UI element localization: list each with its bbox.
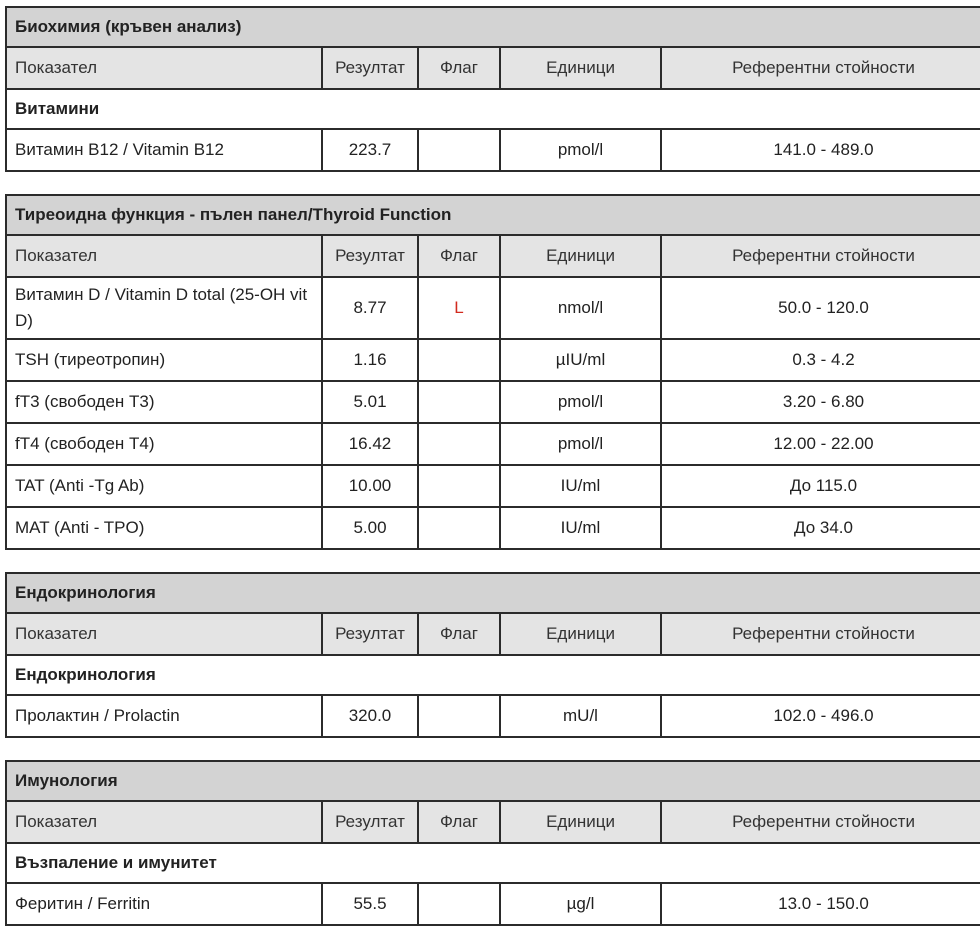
section-endocrinology-table [5, 572, 980, 738]
table-row [6, 423, 980, 465]
header-units: Единици [500, 235, 661, 277]
table-row [6, 381, 980, 423]
reference-value: До 34.0 [661, 507, 980, 549]
flag-value [418, 339, 500, 381]
parameter-name: fT3 (свободен Т3) [6, 381, 322, 423]
section-immunology-table [5, 760, 980, 926]
header-result: Резултат [322, 47, 418, 89]
column-header-row [6, 613, 980, 655]
header-reference: Референтни стойности [661, 613, 980, 655]
column-header-row [6, 235, 980, 277]
result-value: 5.00 [322, 507, 418, 549]
parameter-name: TAT (Anti -Tg Ab) [6, 465, 322, 507]
header-flag: Флаг [418, 47, 500, 89]
parameter-name: TSH (тиреотропин) [6, 339, 322, 381]
flag-value [418, 423, 500, 465]
reference-value: 102.0 - 496.0 [661, 695, 980, 737]
units-value: mU/l [500, 695, 661, 737]
flag-value [418, 465, 500, 507]
reference-value: 12.00 - 22.00 [661, 423, 980, 465]
parameter-name: Феритин / Ferritin [6, 883, 322, 925]
reference-value: 0.3 - 4.2 [661, 339, 980, 381]
flag-value [418, 883, 500, 925]
header-result: Резултат [322, 613, 418, 655]
section-title: Ендокринология [6, 573, 980, 613]
result-value: 1.16 [322, 339, 418, 381]
section-title-row [6, 573, 980, 613]
units-value: pmol/l [500, 129, 661, 171]
units-value: IU/ml [500, 507, 661, 549]
section-title-row [6, 195, 980, 235]
reference-value: 141.0 - 489.0 [661, 129, 980, 171]
column-header-row [6, 801, 980, 843]
header-result: Резултат [322, 801, 418, 843]
flag-value [418, 507, 500, 549]
flag-value [418, 695, 500, 737]
header-flag: Флаг [418, 613, 500, 655]
units-value: nmol/l [500, 277, 661, 339]
parameter-name: Витамин B12 / Vitamin B12 [6, 129, 322, 171]
units-value: pmol/l [500, 381, 661, 423]
units-value: µg/l [500, 883, 661, 925]
section-biochemistry-table [5, 6, 980, 172]
table-row [6, 695, 980, 737]
header-reference: Референтни стойности [661, 235, 980, 277]
parameter-name: MAT (Anti - TPO) [6, 507, 322, 549]
section-title-row [6, 7, 980, 47]
header-parameter: Показател [6, 613, 322, 655]
subheading: Витамини [6, 89, 980, 129]
table-row [6, 277, 980, 339]
reference-value: 50.0 - 120.0 [661, 277, 980, 339]
subheading: Възпаление и имунитет [6, 843, 980, 883]
header-parameter: Показател [6, 235, 322, 277]
parameter-name: Витамин D / Vitamin D total (25-OH vit D) [6, 277, 322, 339]
parameter-name: Пролактин / Prolactin [6, 695, 322, 737]
result-value: 16.42 [322, 423, 418, 465]
header-parameter: Показател [6, 801, 322, 843]
header-flag: Флаг [418, 235, 500, 277]
table-row [6, 883, 980, 925]
header-units: Единици [500, 47, 661, 89]
section-title: Тиреоидна функция - пълен панел/Thyroid Function [6, 195, 980, 235]
column-header-row [6, 47, 980, 89]
flag-value: L [418, 277, 500, 339]
table-row [6, 507, 980, 549]
units-value: µIU/ml [500, 339, 661, 381]
units-value: IU/ml [500, 465, 661, 507]
reference-value: До 115.0 [661, 465, 980, 507]
flag-value [418, 129, 500, 171]
subheading-row [6, 843, 980, 883]
header-units: Единици [500, 801, 661, 843]
header-flag: Флаг [418, 801, 500, 843]
table-row [6, 465, 980, 507]
header-reference: Референтни стойности [661, 801, 980, 843]
units-value: pmol/l [500, 423, 661, 465]
flag-value [418, 381, 500, 423]
section-thyroid-table [5, 194, 980, 550]
header-parameter: Показател [6, 47, 322, 89]
result-value: 55.5 [322, 883, 418, 925]
header-result: Резултат [322, 235, 418, 277]
result-value: 223.7 [322, 129, 418, 171]
header-reference: Референтни стойности [661, 47, 980, 89]
reference-value: 13.0 - 150.0 [661, 883, 980, 925]
subheading-row [6, 655, 980, 695]
section-title: Имунология [6, 761, 980, 801]
result-value: 5.01 [322, 381, 418, 423]
lab-report [5, 6, 980, 948]
result-value: 10.00 [322, 465, 418, 507]
section-title: Биохимия (кръвен анализ) [6, 7, 980, 47]
header-units: Единици [500, 613, 661, 655]
table-row [6, 129, 980, 171]
result-value: 8.77 [322, 277, 418, 339]
section-title-row [6, 761, 980, 801]
result-value: 320.0 [322, 695, 418, 737]
reference-value: 3.20 - 6.80 [661, 381, 980, 423]
table-row [6, 339, 980, 381]
parameter-name: fT4 (свободен Т4) [6, 423, 322, 465]
subheading-row [6, 89, 980, 129]
subheading: Ендокринология [6, 655, 980, 695]
